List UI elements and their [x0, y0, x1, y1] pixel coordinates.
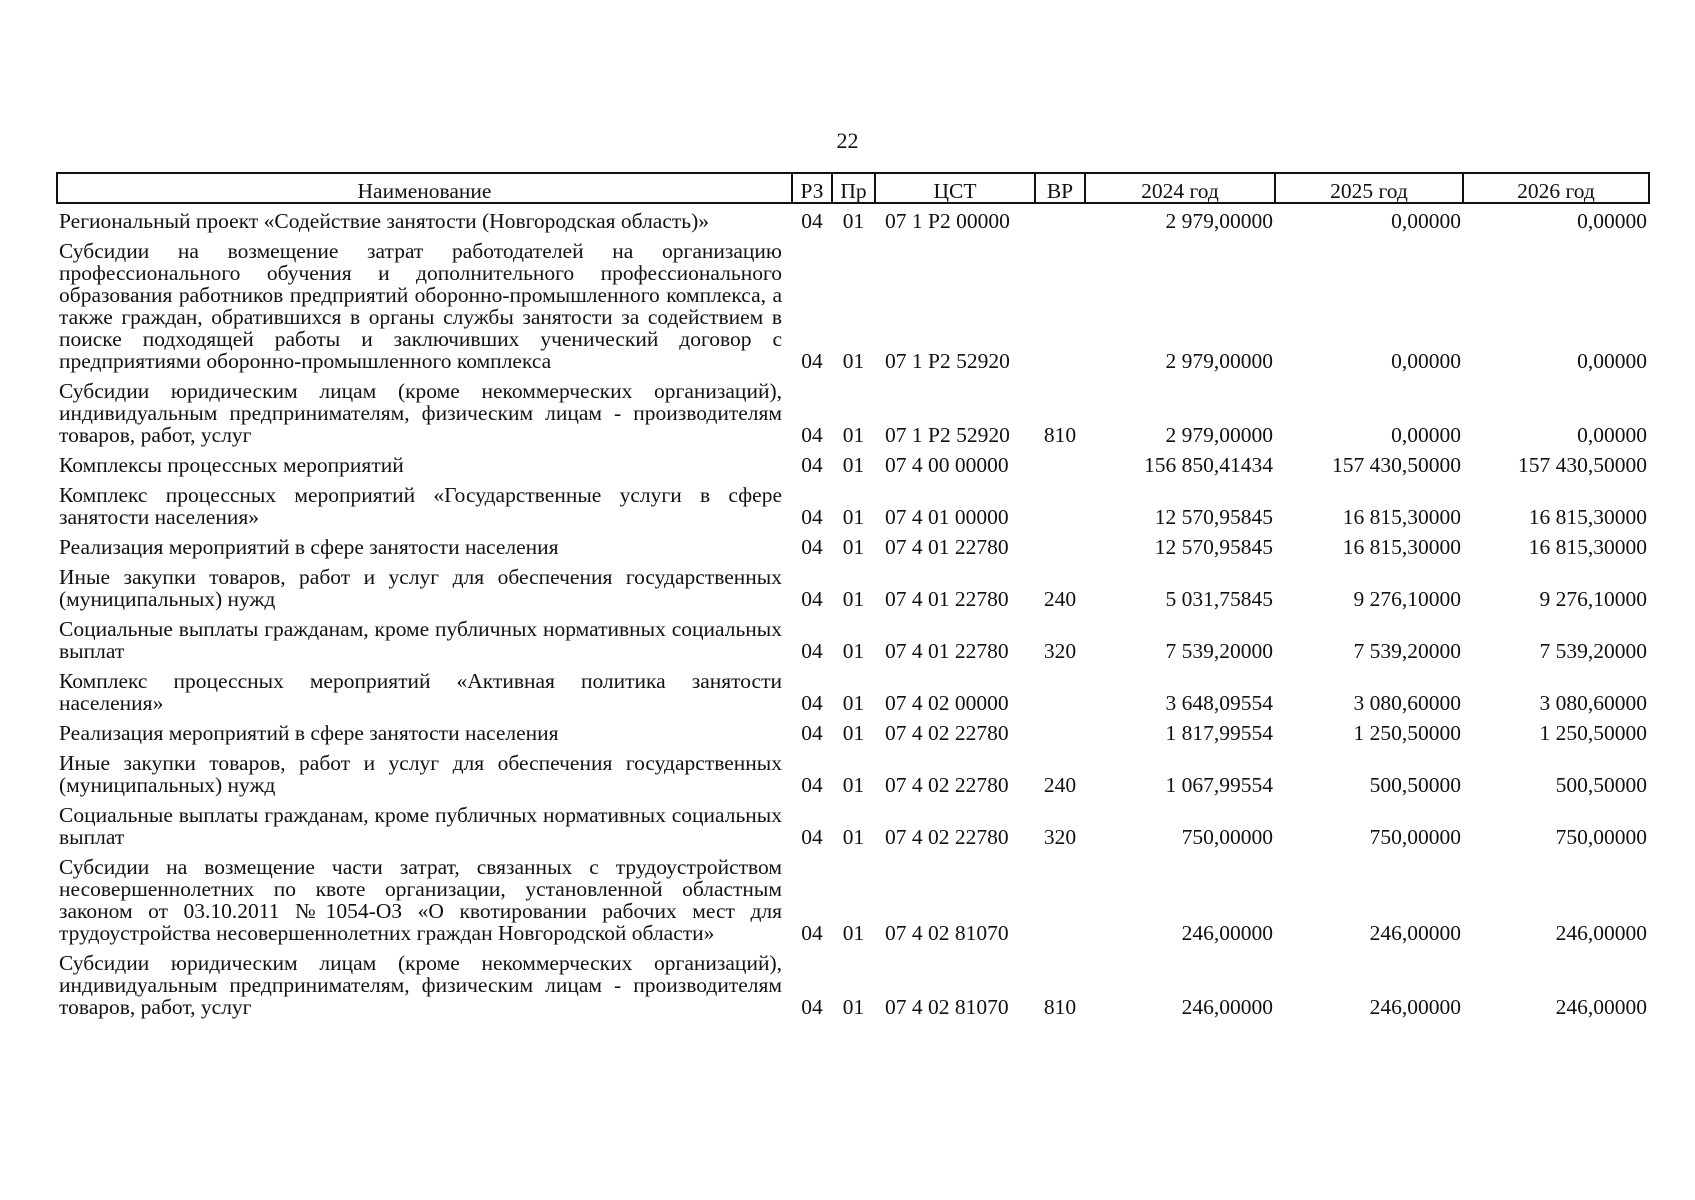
table-header-row — [57, 173, 1649, 203]
table-row — [57, 374, 1649, 448]
row-rz: 04 — [801, 721, 823, 745]
table-row — [57, 530, 1649, 560]
row-cst: 07 4 01 22780 — [885, 639, 1009, 663]
table-row — [57, 560, 1649, 612]
row-rz: 04 — [801, 209, 823, 233]
row-value-2024: 2 979,00000 — [1165, 209, 1273, 233]
table-row — [57, 612, 1649, 664]
row-rz: 04 — [801, 773, 823, 797]
row-vr: 240 — [1043, 773, 1077, 797]
row-name: Социальные выплаты гражданам, кроме публичных нормативных социальных выплат — [59, 803, 782, 849]
row-vr — [1035, 203, 1085, 234]
row-rz: 04 — [801, 349, 823, 373]
row-vr — [1035, 716, 1085, 746]
row-pr: 01 — [842, 773, 865, 797]
budget-table — [56, 172, 1650, 1020]
row-value-2025: 750,00000 — [1369, 825, 1461, 849]
row-rz: 04 — [801, 587, 823, 611]
row-value-2024: 2 979,00000 — [1165, 349, 1273, 373]
row-name: Иные закупки товаров, работ и услуг для обеспечения государственных (муниципальных) нужд — [59, 565, 782, 611]
row-value-2025: 1 250,50000 — [1353, 721, 1461, 745]
header-rz: РЗ — [792, 173, 832, 203]
page-number: 22 — [836, 128, 859, 153]
table-row — [57, 716, 1649, 746]
row-value-2026: 7 539,20000 — [1539, 639, 1647, 663]
header-name: Наименование — [57, 173, 792, 203]
row-value-2025: 157 430,50000 — [1332, 453, 1461, 477]
row-cst: 07 4 02 81070 — [885, 921, 1009, 945]
row-vr: 320 — [1043, 639, 1077, 663]
row-cst: 07 4 01 00000 — [885, 505, 1009, 529]
row-value-2025: 16 815,30000 — [1342, 535, 1461, 559]
row-pr: 01 — [842, 453, 865, 477]
row-value-2024: 156 850,41434 — [1144, 453, 1273, 477]
row-rz: 04 — [801, 691, 823, 715]
row-rz: 04 — [801, 453, 823, 477]
row-pr: 01 — [842, 209, 865, 233]
header-year-2024: 2024 год — [1085, 173, 1275, 203]
row-value-2025: 0,00000 — [1391, 209, 1461, 233]
table-row — [57, 203, 1649, 234]
row-rz: 04 — [801, 825, 823, 849]
row-pr: 01 — [842, 639, 865, 663]
row-vr — [1035, 234, 1085, 374]
row-value-2026: 246,00000 — [1555, 921, 1647, 945]
row-value-2025: 246,00000 — [1369, 995, 1461, 1019]
row-vr: 240 — [1043, 587, 1077, 611]
row-name: Комплекс процессных мероприятий «Активная политика занятости населения» — [59, 669, 782, 715]
row-value-2024: 1 067,99554 — [1165, 773, 1273, 797]
row-vr — [1035, 448, 1085, 478]
row-vr: 810 — [1043, 995, 1077, 1019]
row-value-2026: 0,00000 — [1577, 349, 1647, 373]
row-pr: 01 — [842, 721, 865, 745]
row-cst: 07 4 02 22780 — [885, 773, 1009, 797]
row-rz: 04 — [801, 921, 823, 945]
row-name: Субсидии юридическим лицам (кроме некоммерческих организаций), индивидуальным предпринимателям, физическим лицам - производителям товаров, работ, услуг — [59, 951, 782, 1019]
row-name: Субсидии юридическим лицам (кроме некоммерческих организаций), индивидуальным предпринимателям, физическим лицам - производителям товаров, работ, услуг — [59, 379, 782, 447]
row-value-2025: 500,50000 — [1369, 773, 1461, 797]
row-vr: 320 — [1043, 825, 1077, 849]
row-rz: 04 — [801, 423, 823, 447]
row-value-2025: 16 815,30000 — [1342, 505, 1461, 529]
row-rz: 04 — [801, 995, 823, 1019]
row-value-2025: 246,00000 — [1369, 921, 1461, 945]
row-value-2026: 0,00000 — [1577, 209, 1647, 233]
table-row — [57, 478, 1649, 530]
row-name: Региональный проект «Содействие занятости (Новгородская область)» — [59, 209, 709, 233]
row-cst: 07 4 02 22780 — [885, 721, 1009, 745]
row-cst: 07 1 P2 52920 — [885, 349, 1010, 373]
row-value-2025: 0,00000 — [1391, 349, 1461, 373]
row-value-2024: 7 539,20000 — [1165, 639, 1273, 663]
header-pr: Пр — [832, 173, 875, 203]
header-year-2025: 2025 год — [1275, 173, 1463, 203]
table-row — [57, 798, 1649, 850]
row-name: Социальные выплаты гражданам, кроме публичных нормативных социальных выплат — [59, 617, 782, 663]
row-pr: 01 — [842, 535, 865, 559]
header-year-2026: 2026 год — [1463, 173, 1649, 203]
row-value-2025: 7 539,20000 — [1353, 639, 1461, 663]
table-row — [57, 234, 1649, 374]
row-pr: 01 — [842, 423, 865, 447]
row-name: Реализация мероприятий в сфере занятости населения — [59, 721, 559, 745]
row-name: Комплекс процессных мероприятий «Государственные услуги в сфере занятости населения» — [59, 483, 782, 529]
row-value-2026: 157 430,50000 — [1518, 453, 1647, 477]
row-value-2024: 2 979,00000 — [1165, 423, 1273, 447]
row-pr: 01 — [842, 995, 865, 1019]
row-value-2026: 0,00000 — [1577, 423, 1647, 447]
table-row — [57, 850, 1649, 946]
row-value-2024: 246,00000 — [1181, 921, 1273, 945]
row-name: Субсидии на возмещение части затрат, связанных с трудоустройством несовершеннолетних по квоте организации, установленной областным законом от 03.10.2011 №1054-ОЗ «О квотировании рабочих мест для трудоустройства несовершеннолетних граждан Новгородской области» — [59, 855, 782, 945]
row-cst: 07 4 00 00000 — [885, 453, 1009, 477]
row-value-2026: 3 080,60000 — [1539, 691, 1647, 715]
row-name: Иные закупки товаров, работ и услуг для обеспечения государственных (муниципальных) нужд — [59, 751, 782, 797]
table-row — [57, 746, 1649, 798]
row-name: Реализация мероприятий в сфере занятости населения — [59, 535, 559, 559]
row-pr: 01 — [842, 691, 865, 715]
row-pr: 01 — [842, 505, 865, 529]
table-body — [57, 203, 1649, 1020]
row-value-2024: 12 570,95845 — [1154, 535, 1273, 559]
row-value-2026: 1 250,50000 — [1539, 721, 1647, 745]
row-rz: 04 — [801, 535, 823, 559]
row-rz: 04 — [801, 505, 823, 529]
row-pr: 01 — [842, 825, 865, 849]
row-pr: 01 — [842, 349, 865, 373]
row-cst: 07 4 02 81070 — [885, 995, 1009, 1019]
row-value-2026: 246,00000 — [1555, 995, 1647, 1019]
row-cst: 07 4 01 22780 — [885, 535, 1009, 559]
row-vr: 810 — [1043, 423, 1077, 447]
row-value-2024: 5 031,75845 — [1165, 587, 1273, 611]
row-value-2024: 12 570,95845 — [1154, 505, 1273, 529]
row-value-2025: 9 276,10000 — [1353, 587, 1461, 611]
row-vr — [1035, 530, 1085, 560]
row-value-2026: 500,50000 — [1555, 773, 1647, 797]
table-row — [57, 664, 1649, 716]
row-value-2024: 1 817,99554 — [1165, 721, 1273, 745]
row-value-2026: 16 815,30000 — [1528, 505, 1647, 529]
row-value-2025: 3 080,60000 — [1353, 691, 1461, 715]
row-pr: 01 — [842, 587, 865, 611]
row-name: Субсидии на возмещение затрат работодателей на организацию профессионального обучения и дополнительного профессионального образования работников предприятий оборонно-промышленного комплекса, а также граждан, обратившихся в органы службы занятости за содействием в поиске подходящей работы и заключивших ученический договор с предприятиями оборонно-промышленного комплекса — [59, 239, 782, 373]
row-value-2026: 16 815,30000 — [1528, 535, 1647, 559]
row-value-2025: 0,00000 — [1391, 423, 1461, 447]
header-cst: ЦСТ — [875, 173, 1035, 203]
row-pr: 01 — [842, 921, 865, 945]
row-value-2024: 246,00000 — [1181, 995, 1273, 1019]
row-cst: 07 1 P2 52920 — [885, 423, 1010, 447]
row-value-2024: 750,00000 — [1181, 825, 1273, 849]
row-cst: 07 4 02 00000 — [885, 691, 1009, 715]
row-name: Комплексы процессных мероприятий — [59, 453, 404, 477]
table-row — [57, 448, 1649, 478]
row-vr — [1035, 664, 1085, 716]
row-value-2024: 3 648,09554 — [1165, 691, 1273, 715]
row-vr — [1035, 478, 1085, 530]
row-value-2026: 750,00000 — [1555, 825, 1647, 849]
header-vr: ВР — [1035, 173, 1085, 203]
row-value-2026: 9 276,10000 — [1539, 587, 1647, 611]
row-cst: 07 1 P2 00000 — [885, 209, 1010, 233]
row-cst: 07 4 02 22780 — [885, 825, 1009, 849]
row-cst: 07 4 01 22780 — [885, 587, 1009, 611]
table-row — [57, 946, 1649, 1020]
row-vr — [1035, 850, 1085, 946]
row-rz: 04 — [801, 639, 823, 663]
